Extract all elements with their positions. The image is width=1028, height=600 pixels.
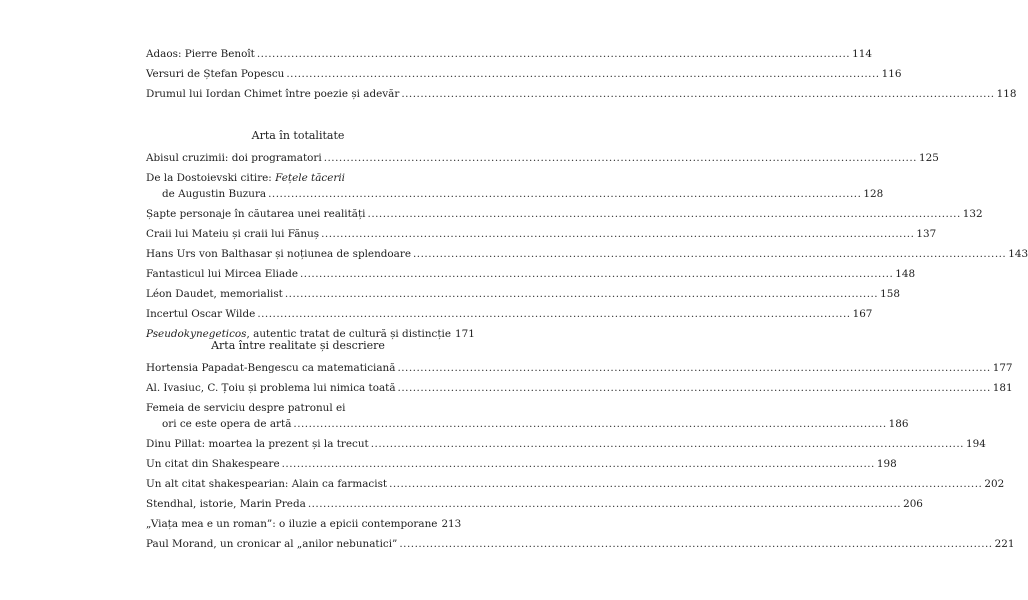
toc-leader: ............................................................................................................................................................ bbox=[367, 208, 961, 220]
toc-entry-page: 221 bbox=[994, 538, 1015, 550]
toc-section1-block bbox=[146, 150, 1028, 342]
toc-entry-page: 202 bbox=[984, 478, 1005, 490]
toc-entry-page: 148 bbox=[895, 268, 916, 280]
toc-entry-title: Stendhal, istorie, Marin Preda bbox=[146, 498, 306, 510]
toc-leader: ............................................................................................................................................................ bbox=[307, 498, 902, 510]
toc-entry bbox=[146, 476, 1005, 492]
toc-entry-title: Un citat din Shakespeare bbox=[146, 458, 280, 470]
toc-leader: ............................................................................................................................................................ bbox=[370, 438, 964, 450]
toc-entry bbox=[146, 266, 916, 282]
toc-entry bbox=[146, 516, 462, 532]
toc-entry-title-line1: De la Dostoievski citire: Fețele tăcerii bbox=[146, 172, 345, 184]
toc-leader: ............................................................................................................................................................ bbox=[397, 362, 991, 374]
toc-leader: ............................................................................................................................................................ bbox=[293, 418, 887, 430]
toc-entry-title: Paul Morand, un cronicar al „anilor nebunatici” bbox=[146, 538, 398, 550]
toc-entry-page: 132 bbox=[962, 208, 983, 220]
toc-entry-title: Pseudokynegeticos, autentic tratat de cultură și distincție bbox=[146, 328, 452, 340]
toc-entry-page: 125 bbox=[918, 152, 939, 164]
toc-entry-page: 158 bbox=[880, 288, 900, 300]
toc-entry-title: Al. Ivasiuc, C. Țoiu și problema lui nimica toată bbox=[146, 382, 396, 394]
toc-entry bbox=[146, 536, 1015, 552]
toc-entry bbox=[146, 186, 884, 202]
toc-entry-page: 143 bbox=[1008, 248, 1028, 260]
toc-leader: ............................................................................................................................................................ bbox=[401, 88, 995, 100]
toc-entry-title: Șapte personaje în căutarea unei realități bbox=[146, 208, 366, 220]
toc-entry-page: 181 bbox=[992, 382, 1013, 394]
toc-entry-page: 206 bbox=[903, 498, 923, 510]
toc-entry bbox=[146, 226, 937, 242]
toc-entry bbox=[146, 360, 1013, 376]
toc-entry bbox=[146, 150, 939, 166]
toc-entry bbox=[146, 306, 873, 322]
toc-entry-title: Dinu Pillat: moartea la prezent și la trecut bbox=[146, 438, 369, 450]
toc-entry-page: 167 bbox=[852, 308, 873, 320]
toc-leader: ............................................................................................................................................................ bbox=[256, 48, 851, 60]
toc-entry-page: 118 bbox=[996, 88, 1017, 100]
toc-entry-page: 114 bbox=[852, 48, 872, 60]
toc-entry-title: Drumul lui Iordan Chimet între poezie și adevăr bbox=[146, 88, 400, 100]
toc-entry-title: Craii lui Mateiu și craii lui Fănuș bbox=[146, 228, 320, 240]
toc-leader: ............................................................................................................................................................ bbox=[389, 478, 983, 490]
toc-entry-page: 171 bbox=[455, 328, 475, 340]
toc-leader: ............................................................................................................................................................ bbox=[286, 68, 880, 80]
toc-leader: ............................................................................................................................................................ bbox=[397, 382, 991, 394]
toc-top-block bbox=[146, 46, 1017, 102]
toc-entry-page: 177 bbox=[992, 362, 1013, 374]
toc-leader: ............................................................................................................................................................ bbox=[300, 268, 894, 280]
toc-entry bbox=[146, 86, 1017, 102]
toc-entry-title: Versuri de Ștefan Popescu bbox=[146, 68, 285, 80]
toc-entry-title: Léon Daudet, memorialist bbox=[146, 288, 283, 300]
toc-entry bbox=[146, 66, 902, 82]
toc-entry-page: 213 bbox=[441, 518, 462, 530]
toc-entry bbox=[146, 416, 909, 432]
toc-entry bbox=[146, 246, 1028, 262]
toc-leader: ............................................................................................................................................................ bbox=[412, 248, 1007, 260]
toc-entry bbox=[146, 206, 983, 222]
toc-entry bbox=[146, 456, 897, 472]
toc-entry-title: Hans Urs von Balthasar și noțiunea de splendoare bbox=[146, 248, 411, 260]
section-heading: Arta între realitate și descriere bbox=[211, 339, 385, 352]
toc-entry-title: Abisul cruzimii: doi programatori bbox=[146, 152, 322, 164]
toc-entry-multiline bbox=[146, 170, 884, 202]
toc-leader: ............................................................................................................................................................ bbox=[268, 188, 862, 200]
toc-entry bbox=[146, 286, 900, 302]
toc-leader: ............................................................................................................................................................ bbox=[284, 288, 879, 300]
toc-entry bbox=[146, 436, 986, 452]
toc-entry bbox=[146, 380, 1013, 396]
toc-entry-page: 137 bbox=[916, 228, 937, 240]
toc-leader: ............................................................................................................................................................ bbox=[321, 228, 915, 240]
toc-entry-title: Un alt citat shakespearian: Alain ca farmacist bbox=[146, 478, 388, 490]
toc-entry-page: 116 bbox=[881, 68, 902, 80]
toc-entry bbox=[146, 496, 923, 512]
toc-leader: ............................................................................................................................................................ bbox=[257, 308, 851, 320]
toc-entry-title: „Viața mea e un roman”: o iluzie a epicii contemporane bbox=[146, 518, 438, 530]
toc-entry-title: Incertul Oscar Wilde bbox=[146, 308, 256, 320]
toc-leader: ............................................................................................................................................................ bbox=[399, 538, 993, 550]
toc-entry-title-line2: de Augustin Buzura bbox=[162, 188, 267, 200]
toc-entry-title: Adaos: Pierre Benoît bbox=[146, 48, 255, 60]
toc-entry-multiline bbox=[146, 400, 909, 432]
toc-entry-italic-title: Pseudokynegeticos bbox=[146, 328, 247, 340]
toc-entry-title-line2: ori ce este opera de artă bbox=[162, 418, 292, 430]
toc-entry bbox=[146, 46, 872, 62]
toc-leader: ............................................................................................................................................................ bbox=[323, 152, 917, 164]
toc-entry-italic-title: Fețele tăcerii bbox=[275, 172, 345, 184]
toc-entry-title: Fantasticul lui Mircea Eliade bbox=[146, 268, 298, 280]
toc-entry-page: 194 bbox=[965, 438, 986, 450]
toc-entry-title: Hortensia Papadat-Bengescu ca matematiciană bbox=[146, 362, 396, 374]
toc-entry-title-line1: Femeia de serviciu despre patronul ei bbox=[146, 402, 346, 414]
toc-entry-page: 186 bbox=[888, 418, 909, 430]
toc-entry-page: 198 bbox=[876, 458, 897, 470]
section-heading: Arta în totalitate bbox=[251, 129, 345, 142]
toc-leader: ............................................................................................................................................................ bbox=[281, 458, 875, 470]
toc-section2-block bbox=[146, 360, 1015, 552]
toc-entry-page: 128 bbox=[863, 188, 884, 200]
